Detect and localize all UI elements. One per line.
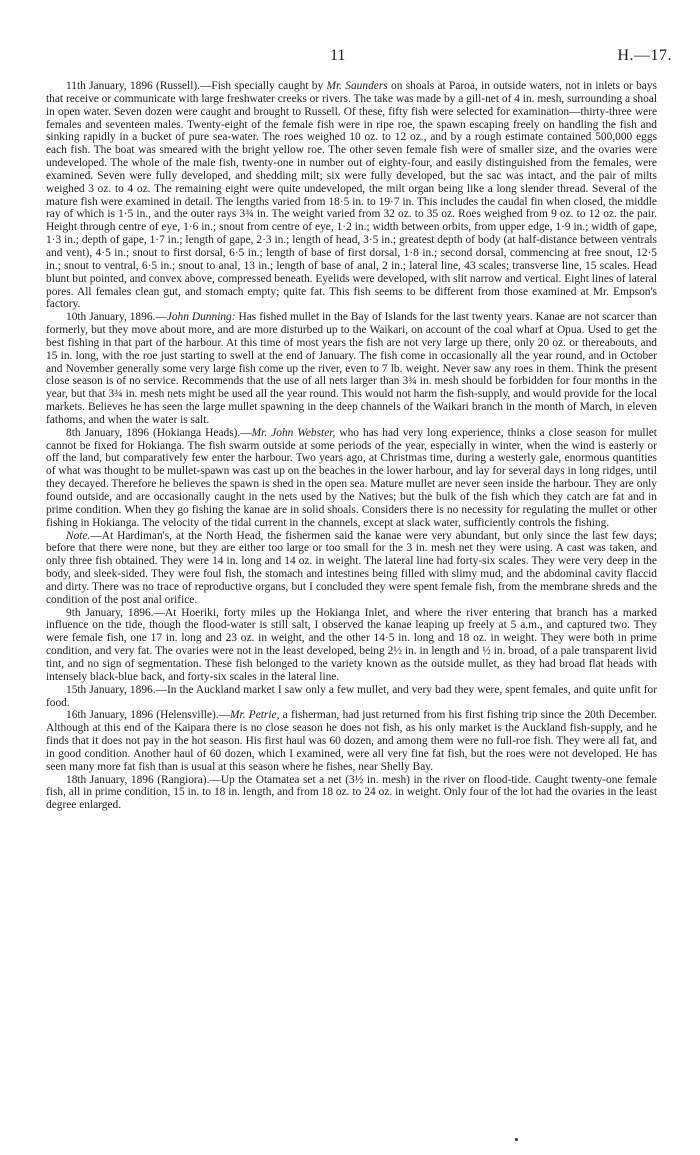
- paragraph-text: Has fished mullet in the Bay of Islands for the last twenty years. Kanae are not scarcer than formerly, but they move about more, and are more disturbed up to the Waikari, on account of the coal wharf at Opua. Used to get the best fishing in that part of the harbour. At this time of most years the fish are not very large up there, only 20 oz. or thereabouts, and 15 in. long, with the roe just starting to swell at the end of January. The fish come in occasionally all the year round, and in October and November generally some very large fish come up the river, even to 7 lb. weight. Never saw any roes in them. Think the present close season is of no service. Recommends that the use of all nets larger than 3¾ in. mesh should be forbidden for four months in the year, but that 3¾ in. mesh nets might be used all the year round. This would not harm the fish-supply, and would provide for the local markets. Believes he has seen the large mullet spawning in the deep channels of the Waikari branch in the month of March, in eleven fathoms, and when the water is salt.: [46, 311, 657, 426]
- paragraph-text: 18th January, 1896 (Rangiora).—Up the Otamatea set a net (3½ in. mesh) in the river on flood-tide. Caught twenty-one female fish, all in prime condition, 15 in. to 18 in. length, and from 18 oz. to 24 oz. in weight. Only four of the lot had the ovaries in the least degree enlarged.: [46, 773, 657, 812]
- paragraph-hoeriki-jan-9: [46, 607, 657, 684]
- paragraph-text: 8th January, 1896 (Hokianga Heads).—: [66, 426, 252, 439]
- paragraph-text: —At Hardiman's, at the North Head, the fishermen said the kanae were very abundant, but only since the last few days; before that there were none, but they are either too large or too small for the 3 in. mesh net they were using. A cast was taken, and only three fish obtained. They were 14 in. long and 14 oz. in weight. The lateral line had forty-six scales. They were very deep in the body, and sleek-sided. They were foul fish, the stomach and intestines being filled with slimy mud, and the abdominal cavity flaccid and dirty. There was no trace of reproductive organs, but I concluded they were spent female fish, from the membrane shreds and the condition of the post anal orifice.: [46, 529, 657, 606]
- paragraph-text: who has had very long experience, thinks a close season for mullet cannot be fixed for Hokianga. The fish swarm outside at some periods of the year, especially in winter, when the wind is easterly or off the land, but comparatively few enter the harbour. Two years ago, at Christmas time, during a westerly gale, enormous quantities of what was thought to be mullet-spawn was cast up on the beaches in the lower harbour, and lay for several days in long ridges, until they decayed. Therefore he believes the spawn is shed in the open sea. Mature mullet are never seen inside the harbour. They are only found outside, and are occasionally caught in the nets used by the Natives; but the bulk of the fish which they catch are fat and in prime condition. When they go fishing the kanae are in solid shoals. Considers there is no necessity for regulating the mullet or other fishing in Hokianga. The velocity of the tidal current in the channels, except at slack water, sufficiently controls the fishing.: [46, 426, 657, 529]
- paragraph-text: a fisherman, had just returned from his first fishing trip since the 20th December. Although at this end of the Kaipara there is no close season he does not fish, as his only market is the Auckland fish-supply, and he finds that it does not pay in the hot season. His first haul was 60 dozen, and among them were no full-roe fish. They were all fat, and in good condition. Another haul of 60 dozen, which I examined, were all very fine fat fish, but the roes were not developed. He has seen many more fat fish than is usual at this season where he fishes, near Shelly Bay.: [46, 709, 657, 773]
- paragraph-text: 11th January, 1896 (Russell).—Fish specially caught by: [66, 80, 327, 92]
- body-text: [46, 80, 657, 812]
- paragraph-text: on shoals at Paroa, in outside waters, not in inlets or bays that receive or communicate with large freshwater creeks or rivers. The take was made by a gill-net of 4 in. mesh, surrounding a shoal in open water. Seven dozen were caught and brought to Russell. Of these, fifty fish were selected for examination—thirty-three were females and seventeen males. Twenty-eight of the female fish were in ripe roe, the spawn escaping freely on handling the fish and sinking rapidly in a bucket of pure sea-water. The roes weighed 10 oz. to 12 oz., and by a rough estimate contained 500,000 eggs each fish. The boat was smeared with the bright yellow roe. The other seven female fish were of smaller size, and the ovaries were undeveloped. The whole of the male fish, twenty-one in number out of eighty-four, and easily distinguished from the females, were examined. Seven were fully developed, and shedding milt; six were fully developed, but the sac was intact, and the pair of milts weighed 3 oz. to 4 oz. The remaining eight were quite undeveloped, the milt organ being like a long slender thread. Several of the mature fish were examined in detail. The lengths varied from 18·5 in. to 19·7 in. This includes the caudal fin when closed, the middle ray of which is 1·5 in., and the outer rays 3¾ in. The weight varied from 32 oz. to 35 oz. Roes weighed from 9 oz. to 12 oz. the pair. Height through centre of eye, 1·6 in.; snout from centre of eye, 1·2 in.; width between orbits, from upper edge, 1·9 in.; width of gape, 1·3 in.; depth of gape, 1·7 in.; length of gape, 2·3 in.; length of head, 3·5 in.; greatest depth of body (at half-distance between ventrals and vent), 4·5 in.; snout to first dorsal, 6·5 in.; length of base of first dorsal, 1·8 in.; second dorsal, commencing at free snout, 12·5 in.; snout to ventral, 6·5 in.; snout to anal, 13 in.; length of base of anal, 2 in.; lateral line, 43 scales; transverse line, 15 scales. Head blunt but pointed, and convex above, compressed beneath. Eyelids were developed, with slit narrow and vertical. Eight lines of lateral pores. All females clean gut, and stomach empty; quite fat. This fish seems to be different from those examined at Mr. Empson's factory.: [46, 80, 657, 311]
- page-number: 11: [330, 47, 346, 64]
- paragraph-russell-jan-11: [46, 80, 657, 311]
- paragraph-webster-jan-8: [46, 427, 657, 530]
- footer-dot: [515, 1138, 518, 1141]
- person-name: Mr. John Webster,: [251, 426, 336, 439]
- paragraph-auckland-jan-15: [46, 684, 657, 710]
- person-name: Mr. Petrie,: [230, 709, 280, 722]
- paragraph-petrie-jan-16: [46, 709, 657, 773]
- paragraph-text: 16th January, 1896 (Helensville).—: [66, 709, 230, 722]
- page-header: [0, 47, 700, 69]
- paragraph-note-hardiman: [46, 530, 657, 607]
- document-reference: H.—17.: [617, 47, 672, 64]
- paragraph-text: 10th January, 1896.—: [66, 311, 167, 324]
- paragraph-dunning-jan-10: [46, 311, 657, 427]
- person-name: John Dunning:: [166, 311, 236, 324]
- note-label: Note.: [66, 529, 91, 542]
- person-name: Mr. Saunders: [326, 80, 388, 92]
- paragraph-text: 15th January, 1896.—In the Auckland market I saw only a few mullet, and very bad they were, spent females, and quite unfit for food.: [46, 683, 657, 709]
- paragraph-text: 9th January, 1896.—At Hoeriki, forty miles up the Hokianga Inlet, and where the river entering that branch has a marked influence on the tide, though the flood-water is still salt, I observed the kanae leaping up freely at 5 a.m., and captured two. They were female fish, one 17 in. long and 23 oz. in weight, and the other 14·5 in. long and 18 oz. in weight. They were both in prime condition, and very fat. The ovaries were not in the least developed, being 2½ in. in length and ½ in. broad, of a pale transparent livid tint, and no sign of segmentation. These fish belonged to the variety known as the outside mullet, as they had broad flat heads with intensely black-blue back, and forty-six scales in the lateral line.: [46, 606, 657, 683]
- paragraph-rangiora-jan-18: [46, 774, 657, 813]
